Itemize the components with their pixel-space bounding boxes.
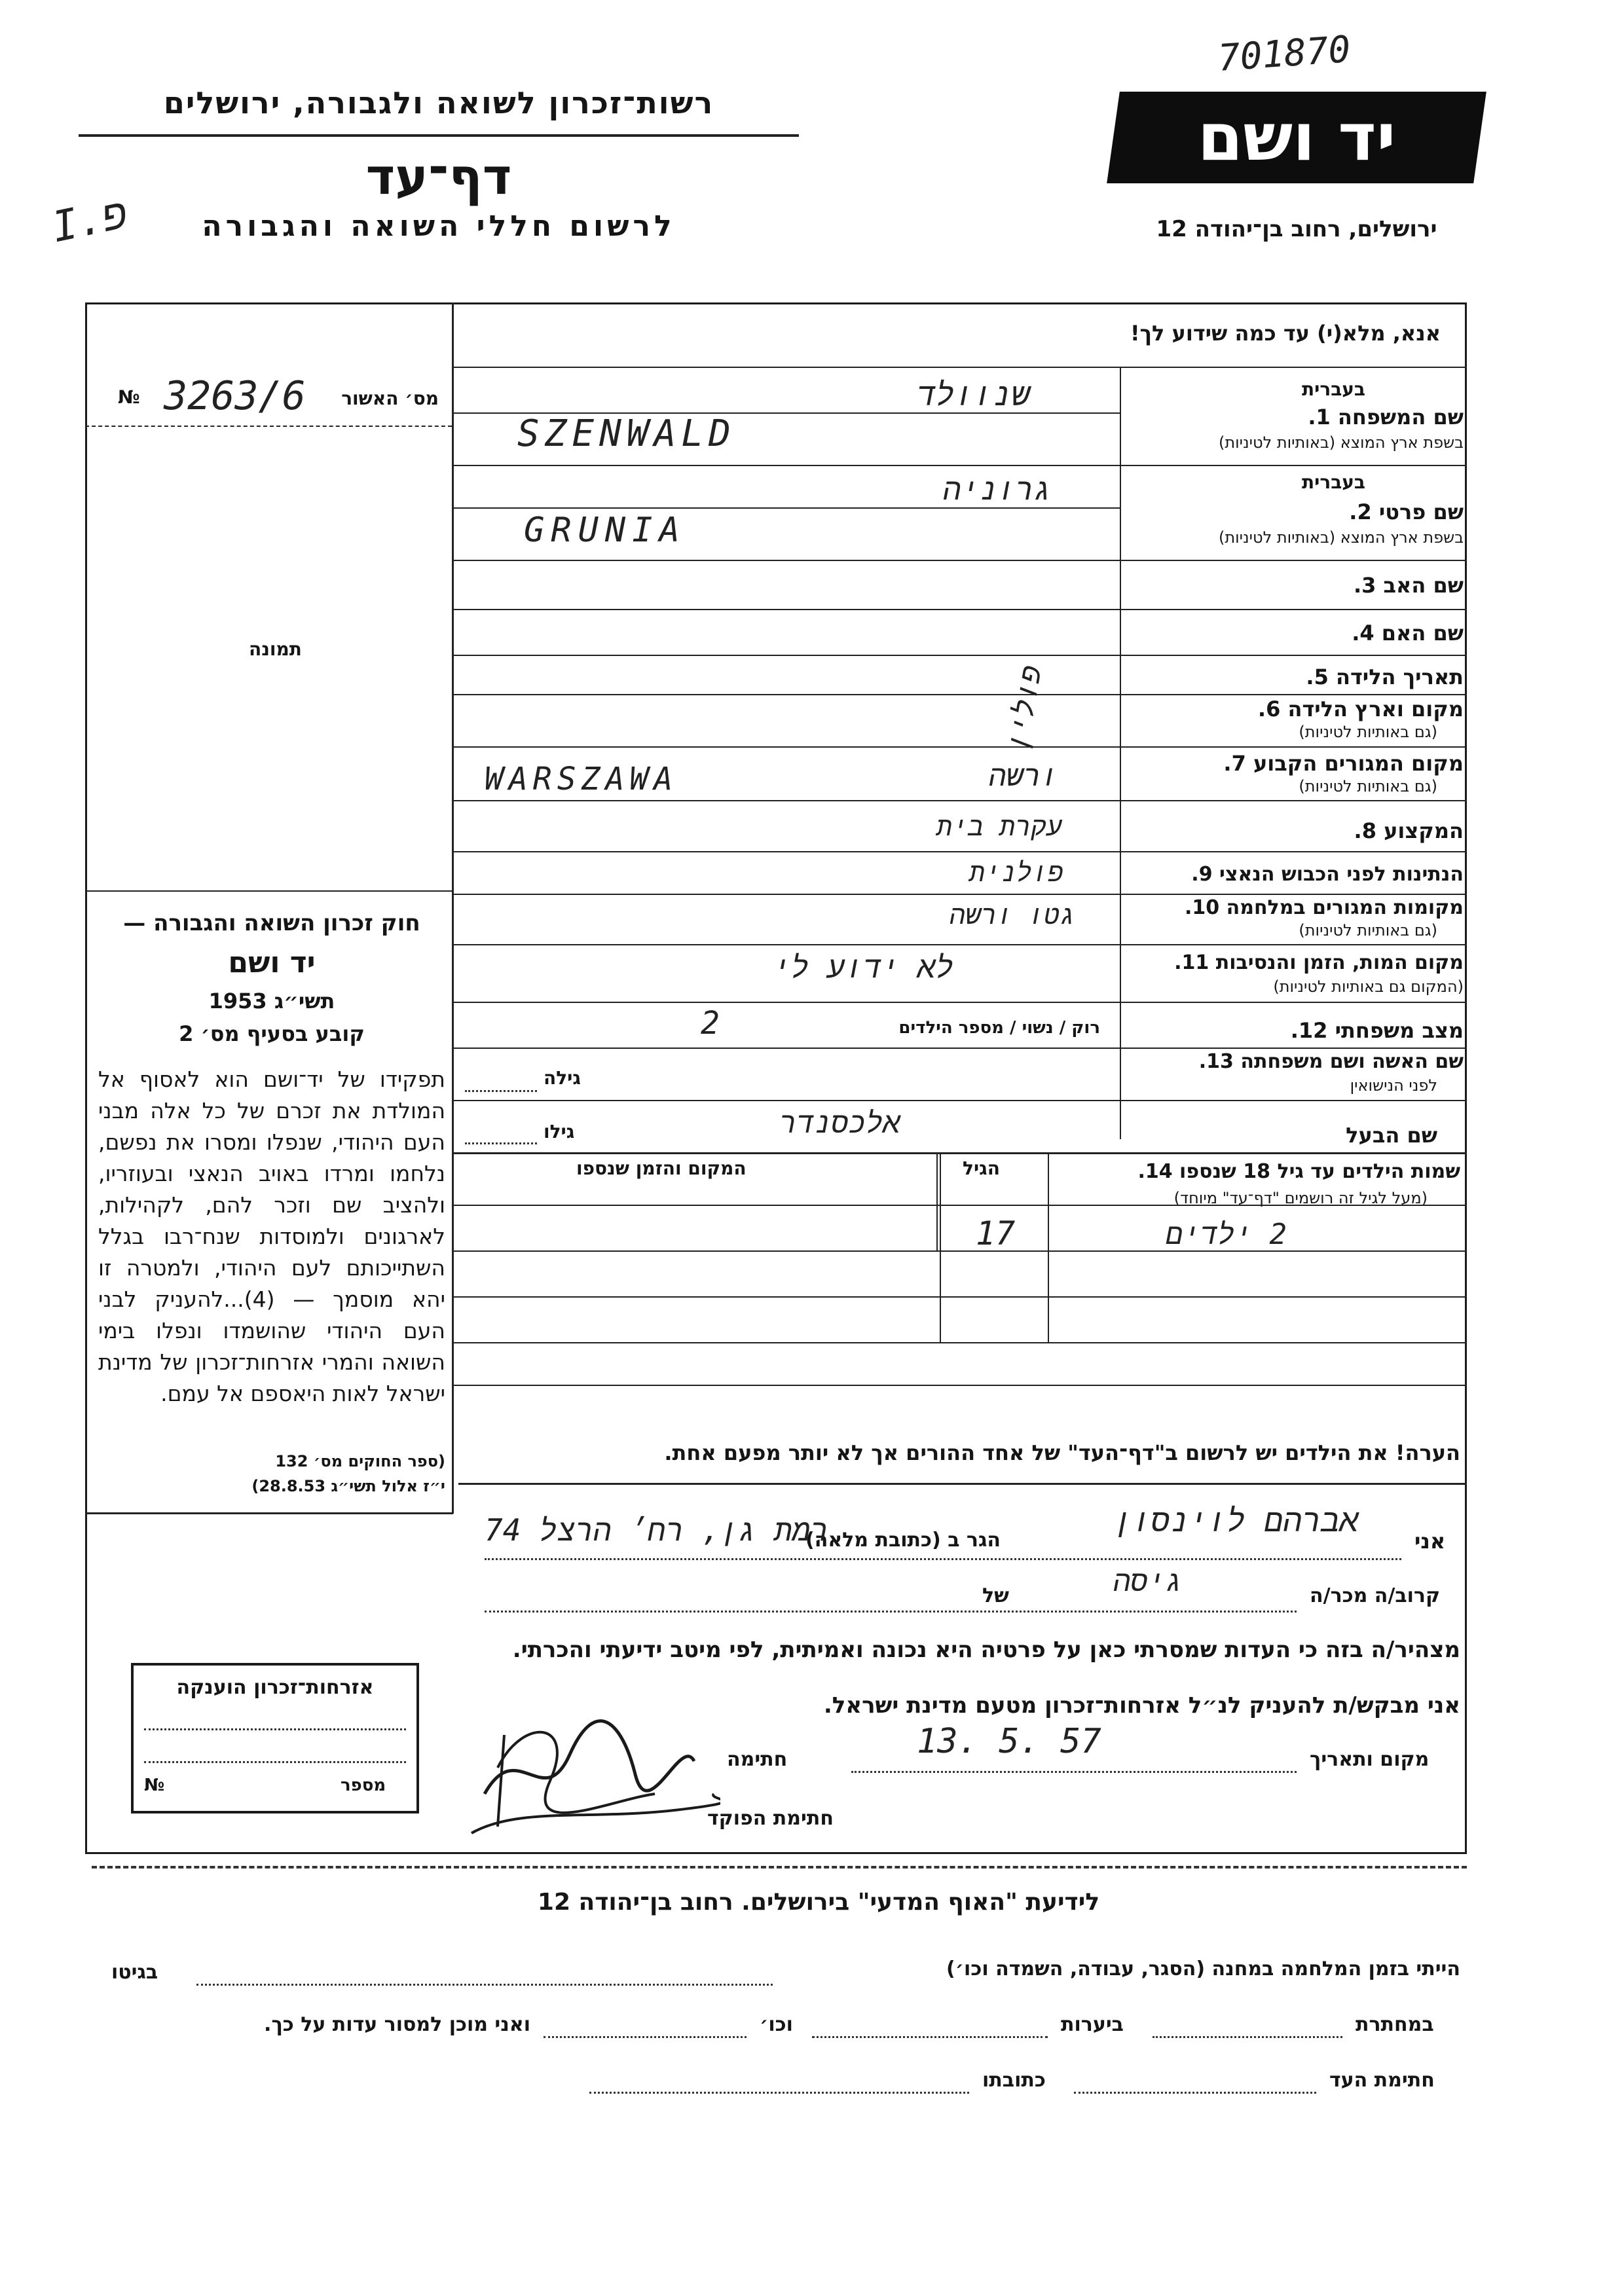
law-top-rule: [85, 890, 452, 892]
approval-rule: [85, 426, 452, 427]
field-row-wife: [1123, 1048, 1464, 1100]
field-1-num: 1.: [1308, 405, 1331, 429]
field-10-num: 10.: [1185, 896, 1220, 919]
field-8-rule: [452, 851, 1467, 852]
field-6-sub: (גם באותיות לטיניות): [1299, 723, 1437, 741]
signature-stroke-tail: [471, 1794, 720, 1833]
field-4-label-wrap: [1123, 621, 1464, 646]
approval-number-prefix: №: [118, 386, 140, 408]
field-5-num: 5.: [1306, 665, 1329, 689]
field-8-value[interactable]: עקרת בית: [936, 812, 1063, 842]
wife-age-dots[interactable]: [465, 1090, 537, 1092]
field-10-rule: [452, 944, 1467, 945]
field-1-value-hebrew[interactable]: שנוולד: [917, 376, 1030, 413]
form-instruction: אנא, מלא(י) עד כמה שידוע לך!: [1130, 321, 1441, 346]
footer-line3-a: חתימת העד: [1329, 2069, 1435, 2092]
footer-title: לידיעת "האוף המדעי" בירושלים. רחוב בן־יהודה 12: [537, 1889, 1100, 1916]
citizenship-number-label: מספר: [341, 1776, 386, 1795]
children-rule-2: [452, 1250, 1467, 1252]
children-count-value[interactable]: 2: [701, 1005, 720, 1042]
law-source-date: י״ז אלול תשי״ג 28.8.53): [251, 1477, 445, 1495]
field-7-value-hebrew[interactable]: ורשה: [989, 759, 1058, 793]
field-7-rule: [452, 800, 1467, 801]
husband-value[interactable]: אלכסנדר: [779, 1106, 900, 1140]
field-11-value[interactable]: לא ידוע לי: [773, 949, 954, 985]
field-6-label: מקום וארץ הלידה: [1287, 697, 1464, 721]
field-11-sub: (המקום גם באותיות לטיניות): [1273, 977, 1464, 996]
declarant-address[interactable]: רמת גן, רח׳ הרצל 74: [485, 1512, 829, 1548]
children-col-place: המקום והזמן שנספו: [576, 1157, 747, 1179]
declarant-name[interactable]: אברהם לוינסון: [1113, 1503, 1359, 1539]
law-title: חוק זכרון השואה והגבורה —: [123, 910, 420, 936]
field-12-label: מצב משפחתי: [1335, 1018, 1464, 1043]
children-label: שמות הילדים עד גיל 18 שנספו: [1179, 1160, 1460, 1183]
field-2-sub: בשפת ארץ המוצא (באותיות לטיניות): [1219, 528, 1464, 547]
field-3-num: 3.: [1353, 573, 1376, 598]
hebrew-tag: בעברית: [1301, 378, 1365, 400]
photo-label: תמונה: [249, 638, 302, 660]
children-row-1-name[interactable]: 2 ילדים: [1166, 1218, 1287, 1251]
field-3-label-wrap: [1123, 573, 1464, 598]
field-row-wartime-residence: [1123, 895, 1464, 944]
field-10-label: מקומות המגורים במלחמה: [1226, 896, 1464, 919]
field-5-label-wrap: [1123, 665, 1464, 689]
field-row-family-name: [1123, 373, 1464, 465]
footer-line1-text: הייתי בזמן המלחמה במחנה (הסגר, עבודה, השמדה וכו׳): [946, 1958, 1460, 1980]
law-body: תפקידו של יד־ושם הוא לאסוף אל המולדת את זכרם של כל אלה מבני העם היהודי, שנפלו ומסרו את נפשם, נלחמו ומרדו באויב הנאצי ובעוזריו, ולהציב שם וזכר להם, לקהילות, לארגונים ולמוסדות שנח־רבו בגלל השתייכותם לעם היהודי, ולמטרה זו יהא מוסמך — (4)...להעניק לבני העם היהודי שהושמדו ונפלו בימי השואה והמרי אזרחות־זכרון של מדינת ישראל לאות היאספם אל עמם.: [98, 1066, 445, 1406]
footer-line2-dots-b[interactable]: [812, 2036, 1048, 2038]
signature-label: חתימה: [727, 1748, 788, 1771]
field-10-sub: (גם באותיות לטיניות): [1299, 921, 1437, 939]
children-col-divider-c: [940, 1152, 941, 1342]
family-status-options: רוק / נשוי / מספר הילדים: [898, 1018, 1100, 1038]
field-11-rule: [452, 1002, 1467, 1003]
declarant-i-label: אני: [1414, 1529, 1446, 1554]
field-8-label: המקצוע: [1384, 818, 1464, 843]
field-1-value-latin[interactable]: SZENWALD: [517, 412, 736, 455]
field-7-sub: (גם באותיות לטיניות): [1299, 777, 1437, 795]
footer-line2-dots-a[interactable]: [1153, 2036, 1342, 2038]
form-note: הערה! את הילדים יש לרשום ב"דף־העד" של אחד ההורים אך לא יותר מפעם אחת.: [664, 1440, 1460, 1465]
law-source: (ספר החוקים מס׳ 132: [275, 1452, 445, 1470]
field-9-label-wrap: [1123, 863, 1464, 886]
header-address: ירושלים, רחוב בן־יהודה 12: [1156, 216, 1437, 242]
relation-value[interactable]: גיסה: [1113, 1565, 1183, 1598]
field-12-label-wrap: [1123, 1018, 1464, 1043]
footer-line2-c: וכו׳: [760, 2013, 793, 2036]
field-7-label: מקום המגורים הקבוע: [1253, 751, 1464, 776]
field-8-num: 8.: [1354, 818, 1376, 843]
signature-stroke-cross: [498, 1735, 504, 1827]
field-9-num: 9.: [1191, 863, 1213, 886]
field-11-num: 11.: [1174, 951, 1209, 974]
declaration-text: מצהיר/ה בזה כי העדות שמסרתי כאן על פרטיה היא נכונה ואמיתית, לפי מיטב ידיעתי והכרתי.: [512, 1637, 1460, 1663]
children-num: 14.: [1137, 1160, 1173, 1183]
relation-line: [485, 1611, 1297, 1613]
husband-age-dots[interactable]: [465, 1142, 537, 1144]
field-9-label: הנתינות לפני הכבוש הנאצי: [1219, 863, 1464, 886]
field-4-rule: [452, 655, 1467, 656]
children-rule-1: [452, 1205, 1467, 1206]
footer-line1-dots[interactable]: [196, 1984, 773, 1986]
field-4-num: 4.: [1352, 621, 1375, 646]
citizenship-number-prefix: №: [144, 1776, 165, 1795]
left-column-divider: [452, 302, 454, 1514]
hebrew-tag-2: בעברית: [1301, 471, 1365, 493]
field-1-rule-b: [452, 465, 1467, 466]
law-year: תשי״ג 1953: [208, 989, 335, 1013]
children-rule-3: [452, 1296, 1467, 1298]
approval-number[interactable]: 3263​/6: [164, 373, 306, 419]
footer-separator: [92, 1866, 1467, 1868]
field-8-label-wrap: [1123, 818, 1464, 843]
law-name: יד ושם: [228, 946, 316, 979]
children-col-age: הגיל: [963, 1157, 1000, 1179]
logo-text: יד ושם: [1197, 99, 1396, 175]
relative-label: קרוב/ה מכר/ה: [1310, 1584, 1441, 1607]
field-2-rule-a: [452, 507, 1120, 509]
officer-signature-label: חתימת הפוקד: [707, 1807, 834, 1830]
declarant-line-1: [485, 1558, 1401, 1560]
field-1-sub: בשפת ארץ המוצא (באותיות לטיניות): [1219, 433, 1464, 452]
children-row-1-age[interactable]: 17: [976, 1214, 1016, 1252]
husband-label: שם הבעל: [1346, 1123, 1437, 1148]
side-mark: I.פ: [48, 189, 132, 253]
field-6-value[interactable]: פולין: [1000, 663, 1049, 754]
field-1-label: שם המשפחה: [1337, 405, 1464, 429]
field-11-label: מקום המות, הזמן והנסיבות: [1215, 951, 1464, 974]
signature-stroke-main: [485, 1721, 694, 1794]
citizenship-title: אזרחות־זכרון הוענקה: [176, 1676, 374, 1699]
field-2-num: 2.: [1349, 500, 1372, 524]
field-13-rule: [452, 1100, 1467, 1101]
wife-age-label: גילה: [544, 1067, 581, 1089]
field-5-label: תאריך הלידה: [1335, 665, 1464, 689]
approval-label: מס׳ האשור: [341, 388, 439, 409]
top-reference-number: 701870: [1216, 28, 1352, 80]
children-rule-5: [452, 1385, 1467, 1386]
law-bottom-rule: [85, 1512, 453, 1514]
field-2-rule-b: [452, 560, 1467, 561]
field-3-label: שם האב: [1383, 573, 1464, 598]
law-section: קובע בסעיף מס׳ 2: [179, 1021, 365, 1046]
field-12-num: 12.: [1290, 1018, 1328, 1043]
field-9-value[interactable]: פולנית: [969, 858, 1064, 888]
children-sub: (מעל לגיל זה רושמים "דף־עד" מיוחד): [1173, 1189, 1428, 1207]
citizenship-line-2: [144, 1761, 406, 1763]
field-7-value-latin[interactable]: WARSZAWA: [485, 761, 678, 797]
field-7-num: 7.: [1223, 751, 1246, 776]
field-13-sub: לפני הנישואין: [1350, 1076, 1437, 1095]
place-date-label: מקום ותאריך: [1310, 1748, 1430, 1771]
field-4-label: שם האם: [1381, 621, 1464, 646]
field-2-value-latin[interactable]: GRUNIA: [524, 511, 686, 550]
field-6-num: 6.: [1257, 697, 1281, 721]
field-10-value[interactable]: גטו ורשה: [950, 900, 1076, 930]
place-date-line: [851, 1771, 1297, 1773]
place-date-value[interactable]: 13. 5. 57: [917, 1722, 1101, 1761]
field-row-residence: [1123, 748, 1464, 800]
org-line: רשות־זכרון לשואה ולגבורה, ירושלים: [163, 85, 714, 120]
approval-row: [92, 373, 445, 426]
yad-vashem-logo: [1107, 92, 1486, 183]
field-3-rule: [452, 609, 1467, 610]
footer-line2-d: ואני מוכן למסור עדות על כך.: [264, 2013, 530, 2036]
field-row-birthplace: [1123, 695, 1464, 748]
footer-line3-b: כתובתו: [982, 2069, 1046, 2092]
relation-of-label: של: [982, 1584, 1009, 1607]
children-col-divider-b: [1048, 1152, 1049, 1342]
declarant-residing-label: הגר ב (כתובת מלאה): [805, 1529, 1001, 1552]
label-column-divider: [1120, 367, 1121, 1139]
children-rule-4: [452, 1342, 1467, 1343]
field-2-label: שם פרטי: [1378, 500, 1464, 524]
citizenship-line-1: [144, 1728, 406, 1730]
footer-line3-dots-b[interactable]: [589, 2092, 969, 2094]
footer-line2-b: ביערות: [1061, 2013, 1124, 2036]
husband-age-label: גילו: [544, 1121, 575, 1142]
footer-line1-end: בגיטו: [111, 1961, 158, 1984]
declarant-signature: [458, 1696, 720, 1846]
note-rule: [458, 1483, 1467, 1485]
footer-line2-a: במחתרת: [1356, 2013, 1434, 2036]
field-row-death: [1123, 946, 1464, 998]
org-underline: [79, 134, 799, 137]
field-2-value-hebrew[interactable]: גרוניה: [943, 471, 1052, 507]
field-13-label: שם האשה ושם משפחתה: [1240, 1050, 1464, 1073]
form-title: דף־עד: [365, 147, 512, 206]
instruction-rule: [452, 367, 1467, 368]
children-col-divider-a: [936, 1152, 938, 1250]
field-13-num: 13.: [1198, 1050, 1234, 1073]
footer-line2-dots-c[interactable]: [544, 2036, 747, 2038]
form-subtitle: לרשום חללי השואה והגבורה: [202, 210, 676, 243]
husband-rule: [452, 1152, 1467, 1154]
field-row-first-name: [1123, 468, 1464, 560]
footer-line3-dots-a[interactable]: [1074, 2092, 1316, 2094]
request-text: אני מבקש/ת להעניק לנ״ל אזרחות־זכרון מטעם מדינת ישראל.: [823, 1692, 1460, 1719]
